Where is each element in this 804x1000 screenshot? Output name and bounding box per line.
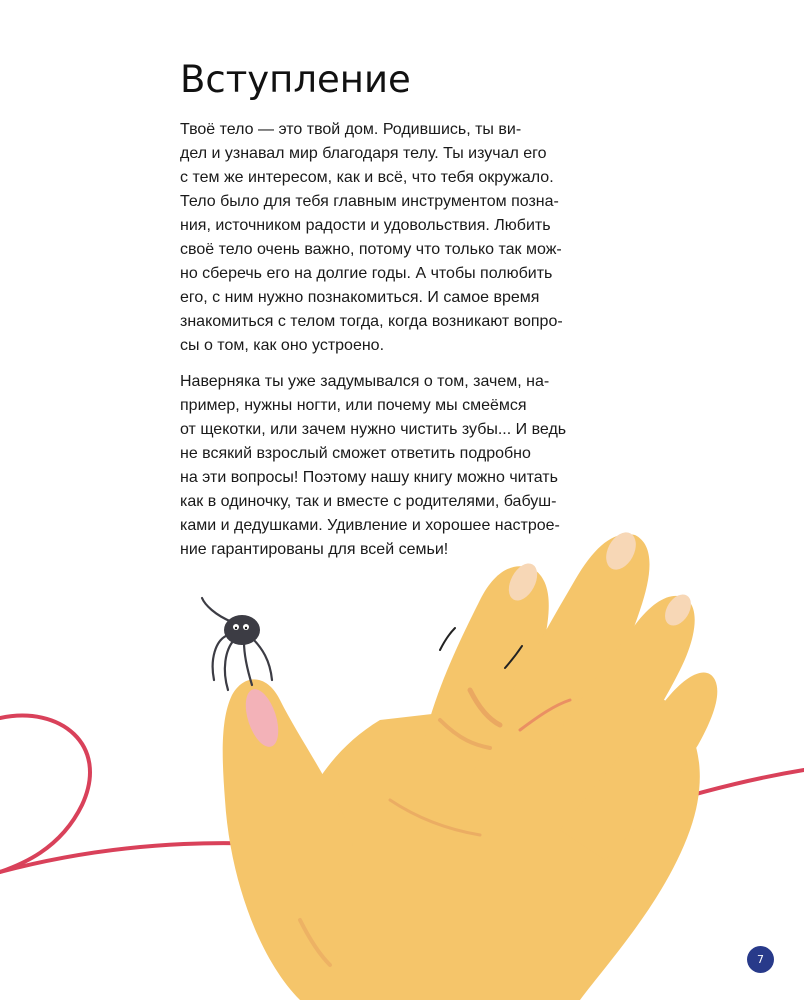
text-line: Наверняка ты уже задумывался о том, зачем, на- (180, 373, 550, 390)
spider-body (224, 615, 260, 645)
text-line: на эти вопросы! Поэтому нашу книгу можно читать (180, 469, 558, 486)
text-line: сы о том, как оно устроено. (180, 337, 385, 354)
text-line: как в одиночку, так и вместе с родителями, бабуш- (180, 493, 557, 510)
text-line: от щекотки, или зачем нужно чистить зубы... И ведь (180, 421, 567, 438)
text-line: ками и дедушками. Удивление и хорошее настрое- (180, 517, 560, 534)
paragraph-1 (180, 118, 630, 358)
red-thread (0, 716, 90, 872)
paragraph-2 (180, 370, 630, 562)
text-line: ние гарантированы для всей семьи! (180, 541, 449, 558)
text-line: его, с ним нужно познакомиться. И самое время (180, 289, 540, 306)
text-line: Тело было для тебя главным инструментом позна- (180, 193, 559, 210)
text-line: не всякий взрослый сможет ответить подробно (180, 445, 531, 462)
text-line: но сберечь его на долгие годы. А чтобы полюбить (180, 265, 553, 282)
text-line: Твоё тело — это твой дом. Родившись, ты ви- (180, 121, 522, 138)
text-line: знакомиться с телом тогда, когда возникают вопро- (180, 313, 563, 330)
hand (223, 534, 718, 1000)
page-title: Вступление (180, 58, 411, 101)
text-line: дел и узнавал мир благодаря телу. Ты изучал его (180, 145, 547, 162)
text-line: ния, источником радости и удовольствия. Любить (180, 217, 551, 234)
intro-text (180, 118, 630, 574)
text-line: своё тело очень важно, потому что только так мож- (180, 241, 562, 258)
text-line: с тем же интересом, как и всё, что тебя окружало. (180, 169, 554, 186)
text-line: пример, нужны ногти, или почему мы смеёмся (180, 397, 527, 414)
page-number-badge: 7 (747, 946, 774, 973)
